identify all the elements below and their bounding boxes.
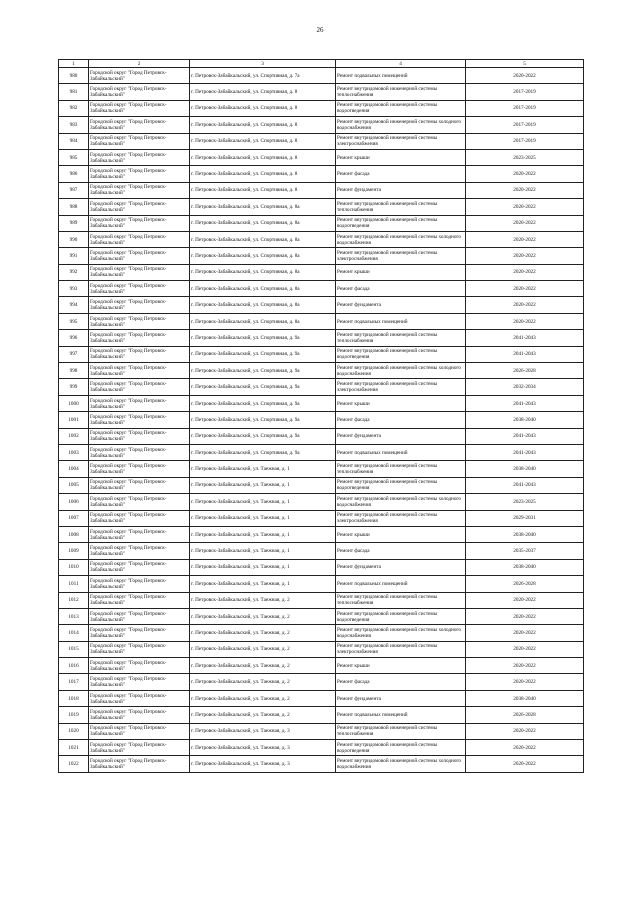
address-cell: г. Петровск-Забайкальский, ул. Таежная, д. 2 — [190, 608, 336, 624]
table-row — [59, 264, 584, 280]
row-number: 1014 — [59, 625, 89, 641]
row-number: 1021 — [59, 740, 89, 756]
row-number: 998 — [59, 363, 89, 379]
period-cell: 2020-2022 — [466, 68, 584, 84]
table-row — [59, 477, 584, 493]
period-cell: 2041-2043 — [466, 444, 584, 460]
table-row — [59, 84, 584, 100]
district-cell: Городской округ "Город Петровск-Забайкальский" — [89, 444, 190, 460]
work-type-cell: Ремонт фасада — [336, 543, 466, 559]
work-type-cell: Ремонт внутридомовой инженерной системы электроснабжения — [336, 248, 466, 264]
row-number: 1016 — [59, 658, 89, 674]
work-type-cell: Ремонт фундамента — [336, 428, 466, 444]
period-cell: 2020-2022 — [466, 756, 584, 772]
district-cell: Городской округ "Город Петровск-Забайкальский" — [89, 412, 190, 428]
work-type-cell: Ремонт фундамента — [336, 297, 466, 313]
table-row — [59, 133, 584, 149]
period-cell: 2020-2022 — [466, 313, 584, 329]
district-cell: Городской округ "Город Петровск-Забайкальский" — [89, 543, 190, 559]
row-number: 983 — [59, 117, 89, 133]
row-number: 1007 — [59, 510, 89, 526]
row-number: 1013 — [59, 608, 89, 624]
work-type-cell: Ремонт внутридомовой инженерной системы электроснабжения — [336, 379, 466, 395]
row-number: 997 — [59, 346, 89, 362]
work-type-cell: Ремонт внутридомовой инженерной системы водоотведения — [336, 477, 466, 493]
period-cell: 2032-2034 — [466, 379, 584, 395]
address-cell: г. Петровск-Забайкальский, ул. Таежная, д. 2 — [190, 592, 336, 608]
district-cell: Городской округ "Город Петровск-Забайкальский" — [89, 166, 190, 182]
table-row — [59, 379, 584, 395]
district-cell: Городской округ "Город Петровск-Забайкальский" — [89, 690, 190, 706]
address-cell: г. Петровск-Забайкальский, ул. Таежная, д. 2 — [190, 707, 336, 723]
district-cell: Городской округ "Город Петровск-Забайкальский" — [89, 297, 190, 313]
district-cell: Городской округ "Город Петровск-Забайкальский" — [89, 100, 190, 116]
header-col-4: 4 — [336, 60, 466, 68]
district-cell: Городской округ "Город Петровск-Забайкальский" — [89, 510, 190, 526]
table-row — [59, 494, 584, 510]
table-row — [59, 100, 584, 116]
header-col-3: 3 — [190, 60, 336, 68]
work-type-cell: Ремонт фасада — [336, 166, 466, 182]
work-type-cell: Ремонт подвальных помещений — [336, 707, 466, 723]
work-type-cell: Ремонт крыши — [336, 395, 466, 411]
district-cell: Городской округ "Город Петровск-Забайкальский" — [89, 133, 190, 149]
row-number: 1015 — [59, 641, 89, 657]
row-number: 1004 — [59, 461, 89, 477]
row-number: 1005 — [59, 477, 89, 493]
work-type-cell: Ремонт внутридомовой инженерной системы водоотведения — [336, 608, 466, 624]
address-cell: г. Петровск-Забайкальский, ул. Спортивная, д. 8а — [190, 248, 336, 264]
address-cell: г. Петровск-Забайкальский, ул. Спортивная, д. 8а — [190, 281, 336, 297]
row-number: 993 — [59, 281, 89, 297]
work-type-cell: Ремонт подвальных помещений — [336, 576, 466, 592]
address-cell: г. Петровск-Забайкальский, ул. Спортивная, д. 8а — [190, 215, 336, 231]
district-cell: Городской округ "Город Петровск-Забайкальский" — [89, 395, 190, 411]
period-cell: 2017-2019 — [466, 84, 584, 100]
district-cell: Городской округ "Город Петровск-Забайкальский" — [89, 494, 190, 510]
work-type-cell: Ремонт внутридомовой инженерной системы холодного водоснабжения — [336, 363, 466, 379]
period-cell: 2041-2043 — [466, 330, 584, 346]
work-type-cell: Ремонт внутридомовой инженерной системы электроснабжения — [336, 510, 466, 526]
table-row — [59, 215, 584, 231]
table-row — [59, 707, 584, 723]
address-cell: г. Петровск-Забайкальский, ул. Спортивная, д. 8 — [190, 117, 336, 133]
district-cell: Городской округ "Город Петровск-Забайкальский" — [89, 526, 190, 542]
period-cell: 2026-2028 — [466, 576, 584, 592]
district-cell: Городской округ "Город Петровск-Забайкальский" — [89, 559, 190, 575]
district-cell: Городской округ "Город Петровск-Забайкальский" — [89, 592, 190, 608]
header-col-2: 2 — [89, 60, 190, 68]
district-cell: Городской округ "Город Петровск-Забайкальский" — [89, 68, 190, 84]
table-row — [59, 641, 584, 657]
row-number: 991 — [59, 248, 89, 264]
work-type-cell: Ремонт подвальных помещений — [336, 313, 466, 329]
table-row — [59, 723, 584, 739]
table-row — [59, 740, 584, 756]
page-number: 26 — [316, 26, 324, 34]
address-cell: г. Петровск-Забайкальский, ул. Таежная, д. 2 — [190, 658, 336, 674]
work-type-cell: Ремонт фундамента — [336, 690, 466, 706]
address-cell: г. Петровск-Забайкальский, ул. Таежная, д. 2 — [190, 674, 336, 690]
row-number: 990 — [59, 231, 89, 247]
address-cell: г. Петровск-Забайкальский, ул. Таежная, д. 1 — [190, 510, 336, 526]
period-cell: 2020-2022 — [466, 592, 584, 608]
table-row — [59, 297, 584, 313]
district-cell: Городской округ "Город Петровск-Забайкальский" — [89, 658, 190, 674]
row-number: 989 — [59, 215, 89, 231]
address-cell: г. Петровск-Забайкальский, ул. Спортивная, д. 8а — [190, 297, 336, 313]
row-number: 981 — [59, 84, 89, 100]
period-cell: 2023-2025 — [466, 149, 584, 165]
table-row — [59, 313, 584, 329]
period-cell: 2038-2040 — [466, 461, 584, 477]
period-cell: 2041-2043 — [466, 395, 584, 411]
row-number: 1003 — [59, 444, 89, 460]
work-type-cell: Ремонт внутридомовой инженерной системы теплоснабжения — [336, 461, 466, 477]
address-cell: г. Петровск-Забайкальский, ул. Спортивная, д. 8 — [190, 84, 336, 100]
table-row — [59, 363, 584, 379]
address-cell: г. Петровск-Забайкальский, ул. Спортивная, д. 9а — [190, 444, 336, 460]
table-row — [59, 625, 584, 641]
work-type-cell: Ремонт фундамента — [336, 559, 466, 575]
work-type-cell: Ремонт внутридомовой инженерной системы теплоснабжения — [336, 723, 466, 739]
row-number: 1020 — [59, 723, 89, 739]
header-row — [59, 60, 584, 68]
table-row — [59, 182, 584, 198]
period-cell: 2038-2040 — [466, 526, 584, 542]
row-number: 992 — [59, 264, 89, 280]
period-cell: 2038-2040 — [466, 559, 584, 575]
address-cell: г. Петровск-Забайкальский, ул. Спортивная, д. 8 — [190, 166, 336, 182]
period-cell: 2020-2022 — [466, 723, 584, 739]
district-cell: Городской округ "Город Петровск-Забайкальский" — [89, 199, 190, 215]
work-type-cell: Ремонт внутридомовой инженерной системы теплоснабжения — [336, 84, 466, 100]
address-cell: г. Петровск-Забайкальский, ул. Таежная, д. 3 — [190, 740, 336, 756]
district-cell: Городской округ "Город Петровск-Забайкальский" — [89, 477, 190, 493]
period-cell: 2020-2022 — [466, 674, 584, 690]
work-type-cell: Ремонт крыши — [336, 149, 466, 165]
row-number: 985 — [59, 149, 89, 165]
period-cell: 2020-2022 — [466, 658, 584, 674]
address-cell: г. Петровск-Забайкальский, ул. Спортивная, д. 8а — [190, 313, 336, 329]
work-type-cell: Ремонт внутридомовой инженерной системы водоотведения — [336, 740, 466, 756]
row-number: 1012 — [59, 592, 89, 608]
table-row — [59, 510, 584, 526]
row-number: 1011 — [59, 576, 89, 592]
period-cell: 2035-2037 — [466, 543, 584, 559]
work-type-cell: Ремонт фасада — [336, 281, 466, 297]
row-number: 1010 — [59, 559, 89, 575]
table-row — [59, 346, 584, 362]
address-cell: г. Петровск-Забайкальский, ул. Спортивная, д. 7а — [190, 68, 336, 84]
address-cell: г. Петровск-Забайкальский, ул. Таежная, д. 1 — [190, 559, 336, 575]
table-row — [59, 231, 584, 247]
district-cell: Городской округ "Город Петровск-Забайкальский" — [89, 264, 190, 280]
table-row — [59, 199, 584, 215]
table-row — [59, 330, 584, 346]
period-cell: 2017-2019 — [466, 133, 584, 149]
row-number: 1019 — [59, 707, 89, 723]
row-number: 996 — [59, 330, 89, 346]
period-cell: 2020-2022 — [466, 231, 584, 247]
period-cell: 2038-2040 — [466, 412, 584, 428]
work-type-cell: Ремонт подвальных помещений — [336, 444, 466, 460]
period-cell: 2020-2022 — [466, 182, 584, 198]
work-type-cell: Ремонт внутридомовой инженерной системы холодного водоснабжения — [336, 625, 466, 641]
address-cell: г. Петровск-Забайкальский, ул. Спортивная, д. 9а — [190, 412, 336, 428]
district-cell: Городской округ "Город Петровск-Забайкальский" — [89, 313, 190, 329]
work-type-cell: Ремонт внутридомовой инженерной системы теплоснабжения — [336, 592, 466, 608]
district-cell: Городской округ "Город Петровск-Забайкальский" — [89, 363, 190, 379]
district-cell: Городской округ "Город Петровск-Забайкальский" — [89, 723, 190, 739]
district-cell: Городской округ "Город Петровск-Забайкальский" — [89, 625, 190, 641]
work-type-cell: Ремонт внутридомовой инженерной системы холодного водоснабжения — [336, 231, 466, 247]
row-number: 1000 — [59, 395, 89, 411]
district-cell: Городской округ "Город Петровск-Забайкальский" — [89, 756, 190, 772]
period-cell: 2020-2022 — [466, 641, 584, 657]
row-number: 988 — [59, 199, 89, 215]
period-cell: 2020-2022 — [466, 248, 584, 264]
district-cell: Городской округ "Город Петровск-Забайкальский" — [89, 576, 190, 592]
district-cell: Городской округ "Город Петровск-Забайкальский" — [89, 674, 190, 690]
table-header — [59, 60, 584, 68]
work-type-cell: Ремонт внутридомовой инженерной системы теплоснабжения — [336, 199, 466, 215]
work-type-cell: Ремонт фасада — [336, 412, 466, 428]
district-cell: Городской округ "Город Петровск-Забайкальский" — [89, 641, 190, 657]
table-row — [59, 412, 584, 428]
period-cell: 2020-2022 — [466, 264, 584, 280]
address-cell: г. Петровск-Забайкальский, ул. Спортивная, д. 9а — [190, 346, 336, 362]
table-row — [59, 559, 584, 575]
row-number: 984 — [59, 133, 89, 149]
address-cell: г. Петровск-Забайкальский, ул. Спортивная, д. 8 — [190, 100, 336, 116]
period-cell: 2017-2019 — [466, 117, 584, 133]
work-type-cell: Ремонт внутридомовой инженерной системы холодного водоснабжения — [336, 756, 466, 772]
address-cell: г. Петровск-Забайкальский, ул. Таежная, д. 1 — [190, 461, 336, 477]
work-type-cell: Ремонт внутридомовой инженерной системы холодного водоснабжения — [336, 494, 466, 510]
district-cell: Городской округ "Город Петровск-Забайкальский" — [89, 149, 190, 165]
table-row — [59, 281, 584, 297]
address-cell: г. Петровск-Забайкальский, ул. Спортивная, д. 8а — [190, 264, 336, 280]
period-cell: 2020-2022 — [466, 740, 584, 756]
work-type-cell: Ремонт внутридомовой инженерной системы холодного водоснабжения — [336, 117, 466, 133]
table-row — [59, 461, 584, 477]
address-cell: г. Петровск-Забайкальский, ул. Спортивная, д. 9а — [190, 379, 336, 395]
row-number: 999 — [59, 379, 89, 395]
work-type-cell: Ремонт внутридомовой инженерной системы водоотведения — [336, 215, 466, 231]
work-type-cell: Ремонт внутридомовой инженерной системы водоотведения — [336, 346, 466, 362]
district-cell: Городской округ "Город Петровск-Забайкальский" — [89, 707, 190, 723]
district-cell: Городской округ "Город Петровск-Забайкальский" — [89, 281, 190, 297]
period-cell: 2041-2043 — [466, 477, 584, 493]
period-cell: 2017-2019 — [466, 100, 584, 116]
table-row — [59, 395, 584, 411]
table-row — [59, 166, 584, 182]
row-number: 1009 — [59, 543, 89, 559]
period-cell: 2023-2025 — [466, 494, 584, 510]
district-cell: Городской округ "Город Петровск-Забайкальский" — [89, 182, 190, 198]
work-type-cell: Ремонт фасада — [336, 674, 466, 690]
row-number: 1022 — [59, 756, 89, 772]
work-type-cell: Ремонт крыши — [336, 526, 466, 542]
period-cell: 2041-2043 — [466, 346, 584, 362]
table-row — [59, 248, 584, 264]
table-row — [59, 690, 584, 706]
table-row — [59, 428, 584, 444]
table-row — [59, 543, 584, 559]
address-cell: г. Петровск-Забайкальский, ул. Спортивная, д. 8 — [190, 149, 336, 165]
row-number: 1018 — [59, 690, 89, 706]
address-cell: г. Петровск-Забайкальский, ул. Спортивная, д. 9а — [190, 330, 336, 346]
table-row — [59, 149, 584, 165]
district-cell: Городской округ "Город Петровск-Забайкальский" — [89, 215, 190, 231]
table-row — [59, 576, 584, 592]
table-row — [59, 674, 584, 690]
row-number: 987 — [59, 182, 89, 198]
address-cell: г. Петровск-Забайкальский, ул. Спортивная, д. 9а — [190, 428, 336, 444]
period-cell: 2038-2040 — [466, 690, 584, 706]
work-type-cell: Ремонт внутридомовой инженерной системы электроснабжения — [336, 133, 466, 149]
district-cell: Городской округ "Город Петровск-Забайкальский" — [89, 330, 190, 346]
table-row — [59, 592, 584, 608]
row-number: 986 — [59, 166, 89, 182]
district-cell: Городской округ "Город Петровск-Забайкальский" — [89, 428, 190, 444]
address-cell: г. Петровск-Забайкальский, ул. Таежная, д. 3 — [190, 723, 336, 739]
address-cell: г. Петровск-Забайкальский, ул. Таежная, д. 2 — [190, 690, 336, 706]
repair-schedule-table — [58, 59, 584, 773]
address-cell: г. Петровск-Забайкальский, ул. Спортивная, д. 8 — [190, 182, 336, 198]
row-number: 980 — [59, 68, 89, 84]
row-number: 1002 — [59, 428, 89, 444]
period-cell: 2026-2028 — [466, 363, 584, 379]
district-cell: Городской округ "Город Петровск-Забайкальский" — [89, 461, 190, 477]
address-cell: г. Петровск-Забайкальский, ул. Спортивная, д. 9а — [190, 395, 336, 411]
district-cell: Городской округ "Город Петровск-Забайкальский" — [89, 117, 190, 133]
row-number: 1008 — [59, 526, 89, 542]
address-cell: г. Петровск-Забайкальский, ул. Спортивная, д. 8 — [190, 133, 336, 149]
row-number: 995 — [59, 313, 89, 329]
period-cell: 2020-2022 — [466, 297, 584, 313]
table-row — [59, 68, 584, 84]
address-cell: г. Петровск-Забайкальский, ул. Таежная, д. 2 — [190, 625, 336, 641]
district-cell: Городской округ "Город Петровск-Забайкальский" — [89, 346, 190, 362]
address-cell: г. Петровск-Забайкальский, ул. Таежная, д. 2 — [190, 641, 336, 657]
table-row — [59, 444, 584, 460]
district-cell: Городской округ "Город Петровск-Забайкальский" — [89, 379, 190, 395]
address-cell: г. Петровск-Забайкальский, ул. Спортивная, д. 9а — [190, 363, 336, 379]
period-cell: 2020-2022 — [466, 199, 584, 215]
address-cell: г. Петровск-Забайкальский, ул. Таежная, д. 1 — [190, 576, 336, 592]
address-cell: г. Петровск-Забайкальский, ул. Таежная, д. 1 — [190, 543, 336, 559]
district-cell: Городской округ "Город Петровск-Забайкальский" — [89, 84, 190, 100]
header-col-1: 1 — [59, 60, 89, 68]
period-cell: 2020-2022 — [466, 166, 584, 182]
period-cell: 2041-2043 — [466, 428, 584, 444]
table-row — [59, 756, 584, 772]
address-cell: г. Петровск-Забайкальский, ул. Таежная, д. 1 — [190, 526, 336, 542]
address-cell: г. Петровск-Забайкальский, ул. Таежная, д. 1 — [190, 477, 336, 493]
period-cell: 2026-2028 — [466, 707, 584, 723]
period-cell: 2020-2022 — [466, 625, 584, 641]
period-cell: 2020-2022 — [466, 215, 584, 231]
period-cell: 2020-2022 — [466, 608, 584, 624]
work-type-cell: Ремонт крыши — [336, 658, 466, 674]
table-row — [59, 117, 584, 133]
header-col-5: 5 — [466, 60, 584, 68]
row-number: 994 — [59, 297, 89, 313]
work-type-cell: Ремонт внутридомовой инженерной системы электроснабжения — [336, 641, 466, 657]
row-number: 1001 — [59, 412, 89, 428]
work-type-cell: Ремонт фундамента — [336, 182, 466, 198]
district-cell: Городской округ "Город Петровск-Забайкальский" — [89, 608, 190, 624]
district-cell: Городской округ "Город Петровск-Забайкальский" — [89, 231, 190, 247]
period-cell: 2029-2031 — [466, 510, 584, 526]
table-row — [59, 526, 584, 542]
period-cell: 2020-2022 — [466, 281, 584, 297]
address-cell: г. Петровск-Забайкальский, ул. Таежная, д. 1 — [190, 494, 336, 510]
work-type-cell: Ремонт внутридомовой инженерной системы теплоснабжения — [336, 330, 466, 346]
table-row — [59, 608, 584, 624]
row-number: 982 — [59, 100, 89, 116]
work-type-cell: Ремонт крыши — [336, 264, 466, 280]
row-number: 1006 — [59, 494, 89, 510]
table-row — [59, 658, 584, 674]
work-type-cell: Ремонт внутридомовой инженерной системы водоотведения — [336, 100, 466, 116]
address-cell: г. Петровск-Забайкальский, ул. Спортивная, д. 8а — [190, 231, 336, 247]
address-cell: г. Петровск-Забайкальский, ул. Спортивная, д. 8а — [190, 199, 336, 215]
district-cell: Городской округ "Город Петровск-Забайкальский" — [89, 248, 190, 264]
row-number: 1017 — [59, 674, 89, 690]
table-body — [59, 68, 584, 773]
work-type-cell: Ремонт подвальных помещений — [336, 68, 466, 84]
district-cell: Городской округ "Город Петровск-Забайкальский" — [89, 740, 190, 756]
address-cell: г. Петровск-Забайкальский, ул. Таежная, д. 3 — [190, 756, 336, 772]
